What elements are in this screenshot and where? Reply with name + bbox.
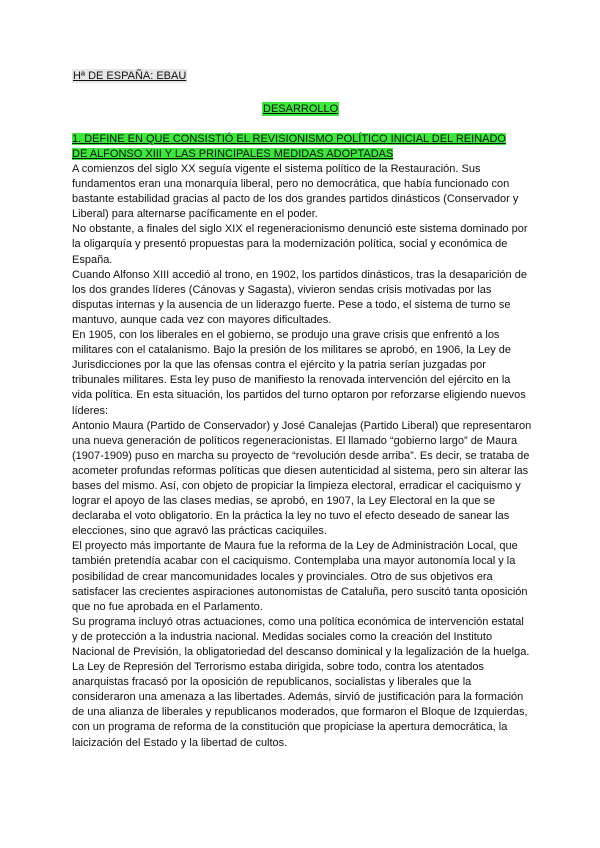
question-text: 1. DEFINE EN QUE CONSISTIÓ EL REVISIONISMO POLÍTICO INICIAL DEL REINADO DE ALFONSO XIII Y LAS PRINCIPALES MEDIDAS ADOPTADAS bbox=[72, 133, 506, 160]
paragraph: Su programa incluyó otras actuaciones, como una política económica de intervención estatal y de protección a la industria nacional. Medidas sociales como la creación del Instituto Nacional de Previsión, la obligatoriedad del descanso dominical y la legalización de la huelga. bbox=[72, 615, 530, 658]
body-text bbox=[72, 162, 532, 751]
paragraph: A comienzos del siglo XX seguía vigente el sistema político de la Restauración. Sus fundamentos eran una monarquía liberal, pero no democrática, que había funcionado con bastante estabilidad gracias al pacto de los dos grandes partidos dinásticos (Conservador y Liberal) para alternarse pacíficamente en el poder. bbox=[72, 163, 519, 221]
paragraph: El proyecto más importante de Maura fue la reforma de la Ley de Administración Local, que también pretendía acabar con el caciquismo. Contemplaba una mayor autonomía local y la posibilidad de crear mancomunidades locales y provinciales. Otro de sus objetivos era satisfacer las crecientes aspiraciones autonomistas de Cataluña, pero suscitó tanta oposición que no fue aprobada en el Parlamento. bbox=[72, 540, 528, 613]
paragraph: No obstante, a finales del siglo XIX el regeneracionismo denunció este sistema dominado por la oligarquía y presentó propuestas para la modernización política, social y económica de España. bbox=[72, 223, 528, 266]
question-heading bbox=[72, 132, 508, 162]
document-header: Hª DE ESPAÑA: EBAU bbox=[73, 70, 187, 82]
paragraph: Antonio Maura (Partido de Conservador) y José Canalejas (Partido Liberal) que representaron una nueva generación de políticos regeneracionistas. El llamado “gobierno largo” de Maura (1907-1909) puso en marcha su proyecto de “revolución desde arriba”. Es decir, se trataba de acometer profundas reformas políticas que diesen autenticidad al sistema, pero sin alterar las bases del mismo. Así, con objeto de propiciar la limpieza electoral, erradicar el caciquismo y lograr el apoyo de las clases medias, se aprobó, en 1907, la Ley Electoral en la que se declaraba el voto obligatorio. En la práctica la ley no tuvo el efecto deseado de sanear las elecciones, sino que agravó las prácticas caciquiles. bbox=[72, 419, 532, 538]
paragraph: La Ley de Represión del Terrorismo estaba dirigida, sobre todo, contra los atentados anarquistas fracasó por la oposición de republicanos, socialistas y liberales que la consideraron una amenaza a las libertades. Además, sirvió de justificación para la formación de una alianza de liberales y republicanos moderados, que formaron el Bloque de Izquierdas, con un programa de reforma de la constitución que propiciase la apertura democrática, la laicización del Estado y la libertad de cultos. bbox=[72, 661, 528, 749]
paragraph: Cuando Alfonso XIII accedió al trono, en 1902, los partidos dinásticos, tras la desaparición de los dos grandes líderes (Cánovas y Sagasta), vivieron sendas crisis motivadas por las disputas internas y la ausencia de un liderazgo fuerte. Pese a todo, el sistema de turno se mantuvo, aunque cada vez con mayores dificultades. bbox=[72, 268, 527, 326]
section-title: DESARROLLO bbox=[263, 103, 339, 115]
paragraph: En 1905, con los liberales en el gobierno, se produjo una grave crisis que enfrentó a los militares con el catalanismo. Bajo la presión de los militares se aprobó, en 1906, la Ley de Jurisdicciones por la que las ofensas contra el ejército y la patria serían juzgadas por tribunales militares. Esta ley puso de manifiesto la renovada intervención del ejército en la vida política. En esta situación, los partidos del turno optaron por reforzarse eligiendo nuevos líderes: bbox=[72, 329, 526, 417]
